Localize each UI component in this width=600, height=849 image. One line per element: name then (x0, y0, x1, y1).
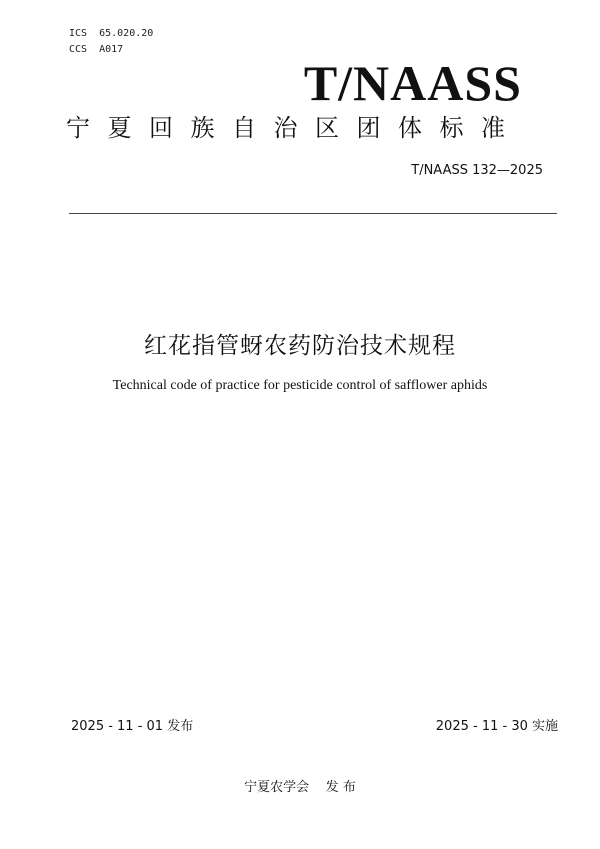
header-divider (69, 213, 557, 214)
standard-brand-logo: T/NAASS (303, 55, 522, 111)
document-title-chinese: 红花指管蚜农药防治技术规程 (144, 333, 456, 359)
publish-date: 2025 - 11 - 01 发布 (71, 719, 194, 734)
publisher: 宁夏农学会 发 布 (244, 780, 356, 795)
document-title-english: Technical code of practice for pesticide control of safflower aphids (112, 378, 488, 393)
implement-date: 2025 - 11 - 30 实施 (435, 719, 558, 734)
standard-number: T/NAASS 132—2025 (411, 163, 543, 178)
ccs-code: CCS A017 (69, 44, 124, 55)
ics-code: ICS 65.020.20 (69, 28, 154, 39)
organization-standard-title: 宁夏回族自治区团体标准 (66, 114, 523, 142)
